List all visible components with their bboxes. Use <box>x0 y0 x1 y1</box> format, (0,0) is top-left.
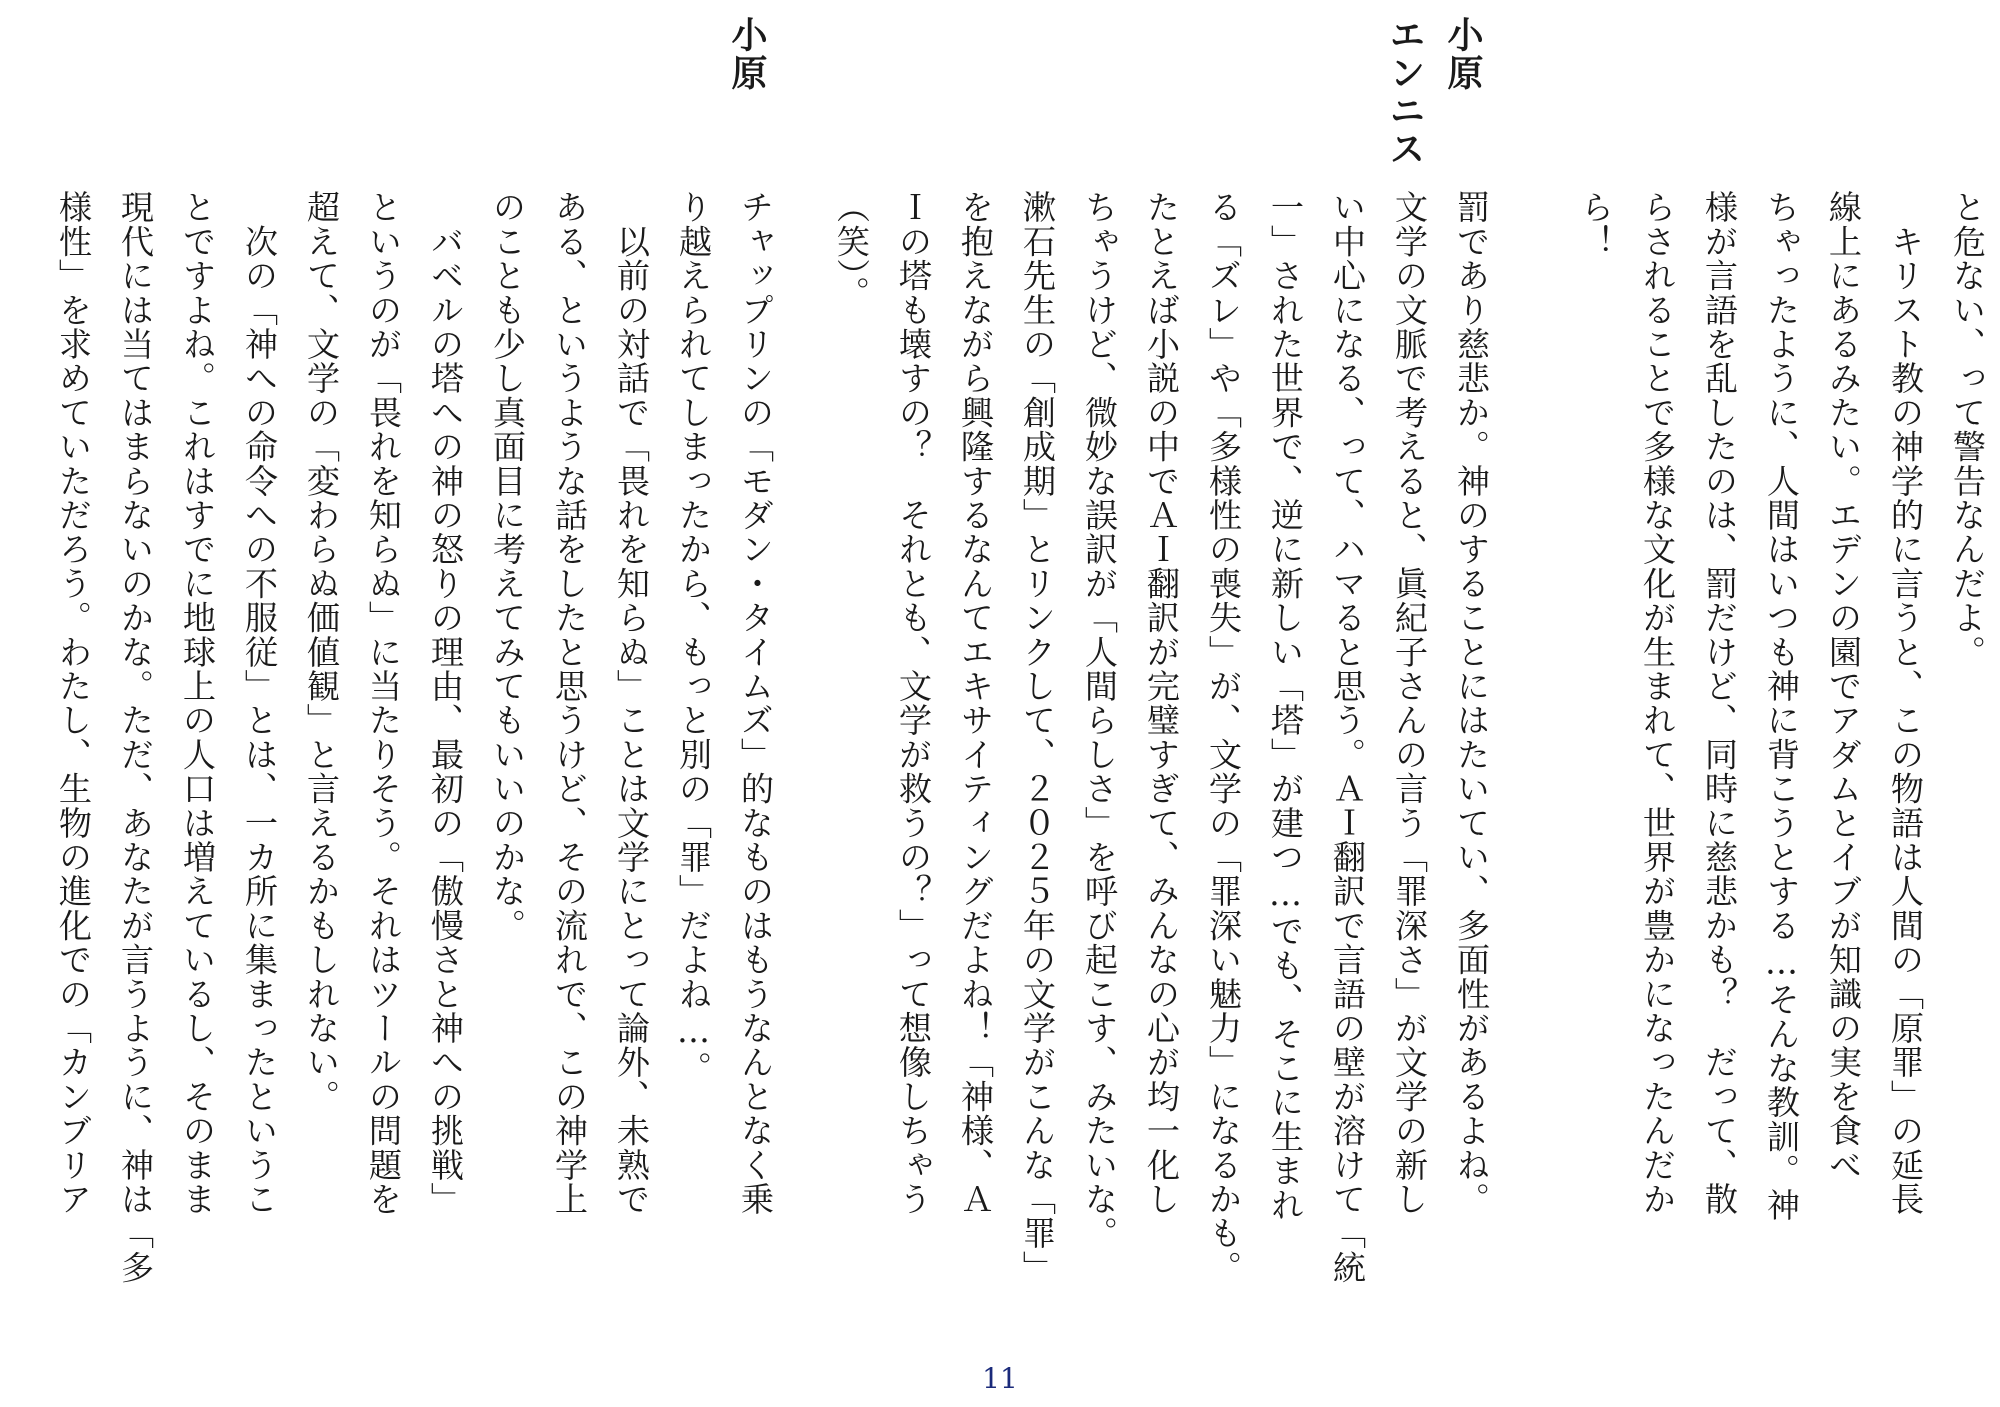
text-line: 超えて、文学の「変わらぬ価値観」と言えるかもしれない。 <box>302 190 341 1114</box>
text-line: のことも少し真面目に考えてみてもいいのかな。 <box>488 190 527 943</box>
text-line: 一」された世界で、逆に新しい「塔」が建つ…でも、そこに生まれ <box>1266 190 1305 1222</box>
text-line: 文学の文脈で考えると、眞紀子さんの言う「罪深さ」が文学の新し <box>1390 190 1429 1216</box>
text-line: たとえば小説の中でＡＩ翻訳が完璧すぎて、みんなの心が均一化し <box>1142 190 1181 1216</box>
text-line: チャップリンの「モダン・タイムズ」的なものはもうなんとなく乗 <box>736 190 775 1216</box>
text-line: る「ズレ」や「多様性の喪失」が、文学の「罪深い魅力」になるかも。 <box>1204 190 1243 1285</box>
text-line: 漱石先生の「創成期」とリンクして、２０２５年の文学がこんな「罪」 <box>1018 190 1057 1285</box>
speaker-label-ennis: エンニス <box>1384 16 1426 168</box>
text-line: 次の「神への命令への不服従」とは、一カ所に集まったというこ <box>240 190 279 1216</box>
text-line: ちゃうけど、微妙な誤訳が「人間らしさ」を呼び起こす、みたいな。 <box>1080 190 1119 1251</box>
text-line: を抱えながら興隆するなんてエキサイティングだよね！「神様、Ａ <box>956 190 995 1216</box>
text-line: Ｉの塔も壊すの？ それとも、文学が救うの？」って想像しちゃう <box>894 190 933 1216</box>
page-number: 11 <box>982 1362 1018 1395</box>
text-line: い中心になる、って、ハマると思う。ＡＩ翻訳で言語の壁が溶けて「統 <box>1328 190 1367 1285</box>
text-line: と危ない、って警告なんだよ。 <box>1948 190 1987 669</box>
text-line: 以前の対話で「畏れを知らぬ」ことは文学にとって論外、未熟で <box>612 190 651 1216</box>
text-line: ある、というような話をしたと思うけど、その流れで、この神学上 <box>550 190 589 1216</box>
text-line: 様が言語を乱したのは、罰だけど、同時に慈悲かも？ だって、散 <box>1700 190 1739 1216</box>
text-line: 罰であり慈悲か。神のすることにはたいてい、多面性があるよね。 <box>1452 190 1491 1216</box>
text-line: （笑）。 <box>832 190 871 311</box>
speaker-label-ohara-1: 小原 <box>1442 16 1484 92</box>
text-line: り越えられてしまったから、もっと別の「罪」だよね…。 <box>674 190 713 1085</box>
text-line: ちゃったように、人間はいつも神に背こうとする…そんな教訓。神 <box>1762 190 1801 1222</box>
text-line: 現代には当てはまらないのかな。ただ、あなたが言うように、神は「多 <box>116 190 155 1285</box>
text-line: 線上にあるみたい。エデンの園でアダムとイブが知識の実を食べ <box>1824 190 1863 1182</box>
text-line: バベルの塔への神の怒りの理由、最初の「傲慢さと神への挑戦」 <box>426 190 465 1216</box>
text-line: キリスト教の神学的に言うと、この物語は人間の「原罪」の延長 <box>1886 190 1925 1216</box>
text-line: ら！ <box>1576 190 1615 259</box>
text-line: 様性」を求めていただろう。わたし、生物の進化での「カンブリア <box>54 190 93 1216</box>
text-line: とですよね。これはすでに地球上の人口は増えているし、そのまま <box>178 190 217 1216</box>
text-line: というのが「畏れを知らぬ」に当たりそう。それはツールの問題を <box>364 190 403 1216</box>
text-line: らされることで多様な文化が生まれて、世界が豊かになったんだか <box>1638 190 1677 1216</box>
speaker-label-ohara-2: 小原 <box>726 16 768 92</box>
